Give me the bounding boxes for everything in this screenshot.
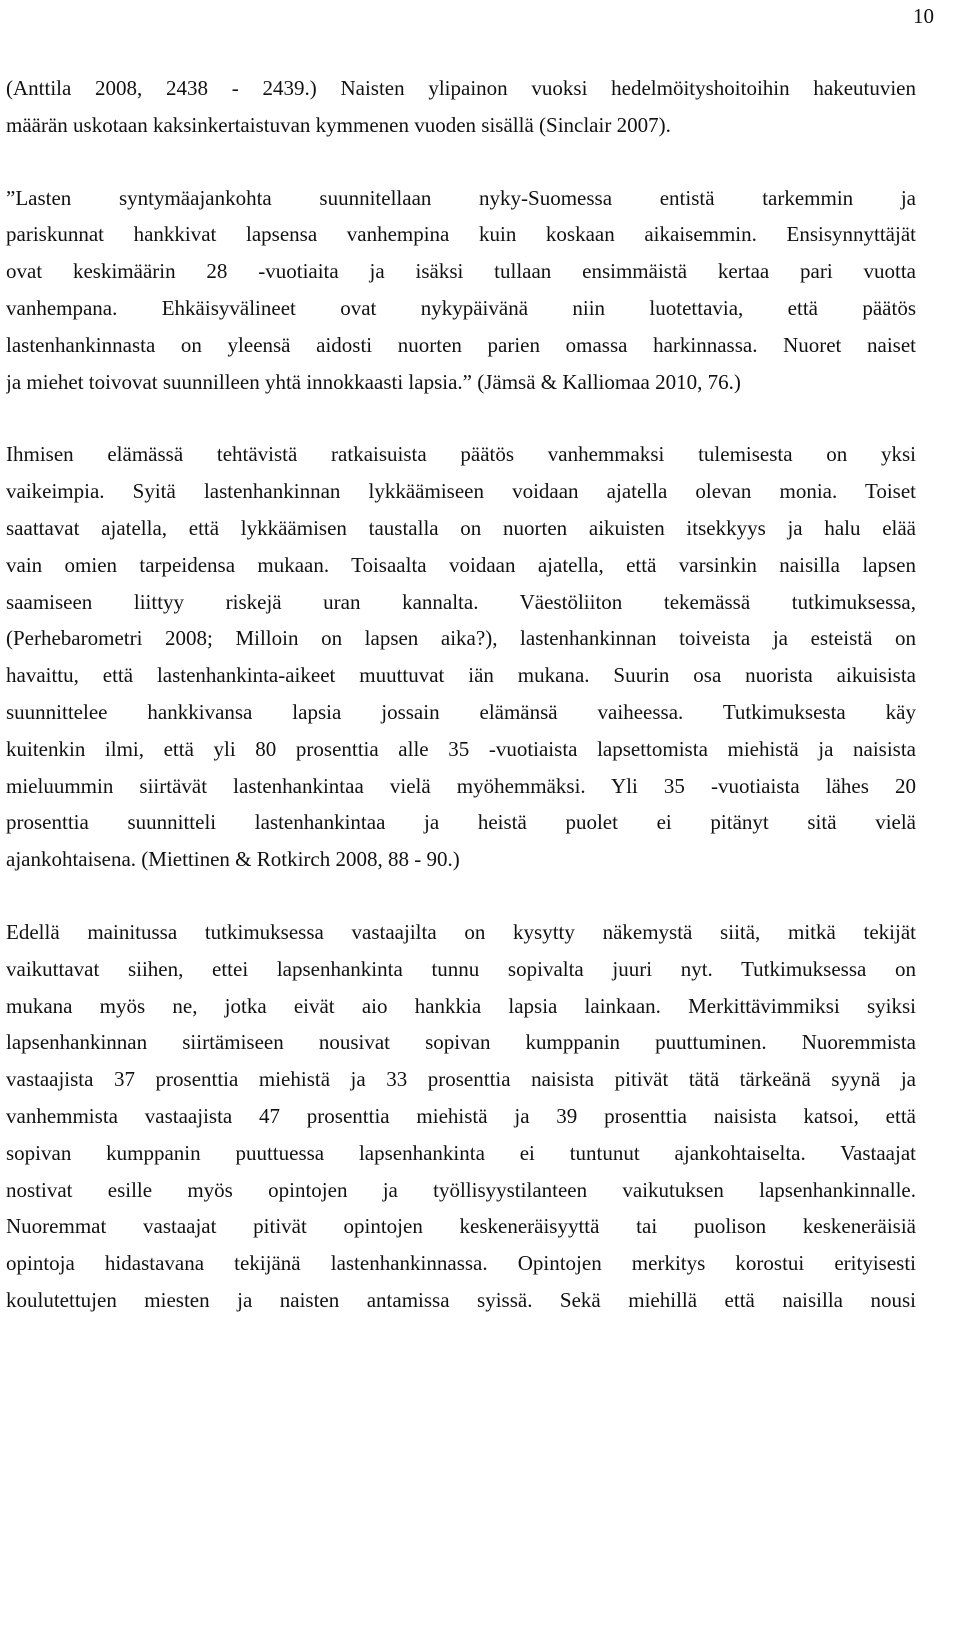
text-line: vanhempana. Ehkäisyvälineet ovat nykypäivänä niin luotettavia, että päätös (6, 295, 916, 320)
text-line: (Perhebarometri 2008; Milloin on lapsen aika?), lastenhankinnan toiveista ja esteistä on (6, 626, 916, 651)
text-line: ajankohtaisena. (Miettinen & Rotkirch 2008, 88 - 90.) (6, 847, 460, 872)
text-line: määrän uskotaan kaksinkertaistuvan kymmenen vuoden sisällä (Sinclair 2007). (6, 112, 671, 137)
text-line: ja miehet toivovat suunnilleen yhtä innokkaasti lapsia.” (Jämsä & Kalliomaa 2010, 76.) (6, 369, 741, 394)
text-line: prosenttia suunnitteli lastenhankintaa ja heistä puolet ei pitänyt sitä vielä (6, 810, 916, 835)
text-line: nostivat esille myös opintojen ja työllisyystilanteen vaikutuksen lapsenhankinnalle. (6, 1177, 916, 1202)
text-line: kuitenkin ilmi, että yli 80 prosenttia alle 35 -vuotiaista lapsettomista miehistä ja naisista (6, 736, 916, 761)
text-line: (Anttila 2008, 2438 - 2439.) Naisten ylipainon vuoksi hedelmöityshoitoihin hakeutuvien (6, 76, 916, 100)
text-line: saattavat ajatella, että lykkäämisen taustalla on nuorten aikuisten itsekkyys ja halu elää (6, 515, 916, 540)
paragraph-3 (6, 436, 916, 878)
text-line: vastaajista 37 prosenttia miehistä ja 33 prosenttia naisista pitivät tätä tärkeänä syynä ja (6, 1067, 916, 1092)
text-line: Edellä mainitussa tutkimuksessa vastaajilta on kysytty näkemystä siitä, mitkä tekijät (6, 919, 916, 944)
text-line: ”Lasten syntymäajankohta suunnitellaan nyky-Suomessa entistä tarkemmin ja (6, 185, 916, 210)
text-line: mieluummin siirtävät lastenhankintaa vielä myöhemmäksi. Yli 35 -vuotiaista lähes 20 (6, 773, 916, 798)
text-line: Ihmisen elämässä tehtävistä ratkaisuista päätös vanhemmaksi tulemisesta on yksi (6, 442, 916, 467)
text-line: Nuoremmat vastaajat pitivät opintojen keskeneräisyyttä tai puolison keskeneräisiä (6, 1214, 916, 1239)
text-line: koulutettujen miesten ja naisten antamissa syissä. Sekä miehillä että naisilla nousi (6, 1287, 916, 1312)
text-line: vain omien tarpeidensa mukaan. Toisaalta voidaan ajatella, että varsinkin naisilla lapsen (6, 552, 916, 577)
text-line: ovat keskimäärin 28 -vuotiaita ja isäksi tullaan ensimmäistä kertaa pari vuotta (6, 259, 916, 284)
paragraph-4 (6, 914, 916, 1319)
text-line: opintoja hidastavana tekijänä lastenhankinnassa. Opintojen merkitys korostui erityisesti (6, 1251, 916, 1276)
text-line: lapsenhankinnan siirtämiseen nousivat sopivan kumppanin puuttuminen. Nuoremmista (6, 1030, 916, 1055)
paragraph-2-quotation (6, 180, 916, 401)
text-line: lastenhankinnasta on yleensä aidosti nuorten parien omassa harkinnassa. Nuoret naiset (6, 332, 916, 357)
paragraph-1 (6, 70, 916, 144)
text-line: pariskunnat hankkivat lapsensa vanhempina kuin koskaan aikaisemmin. Ensisynnyttäjät (6, 222, 916, 247)
text-line: havaittu, että lastenhankinta-aikeet muuttuvat iän mukana. Suurin osa nuorista aikuisista (6, 663, 916, 688)
page-number: 10 (913, 4, 934, 28)
document-body (6, 70, 916, 1355)
text-line: mukana myös ne, jotka eivät aio hankkia lapsia lainkaan. Merkittävimmiksi syiksi (6, 993, 916, 1018)
text-line: vanhemmista vastaajista 47 prosenttia miehistä ja 39 prosenttia naisista katsoi, että (6, 1103, 916, 1128)
text-line: vaikuttavat siihen, ettei lapsenhankinta tunnu sopivalta juuri nyt. Tutkimuksessa on (6, 956, 916, 981)
text-line: sopivan kumppanin puuttuessa lapsenhankinta ei tuntunut ajankohtaiselta. Vastaajat (6, 1140, 916, 1165)
text-line: suunnittelee hankkivansa lapsia jossain elämänsä vaiheessa. Tutkimuksesta käy (6, 699, 916, 724)
text-line: saamiseen liittyy riskejä uran kannalta. Väestöliiton tekemässä tutkimuksessa, (6, 589, 916, 614)
text-line: vaikeimpia. Syitä lastenhankinnan lykkäämiseen voidaan ajatella olevan monia. Toiset (6, 479, 916, 504)
